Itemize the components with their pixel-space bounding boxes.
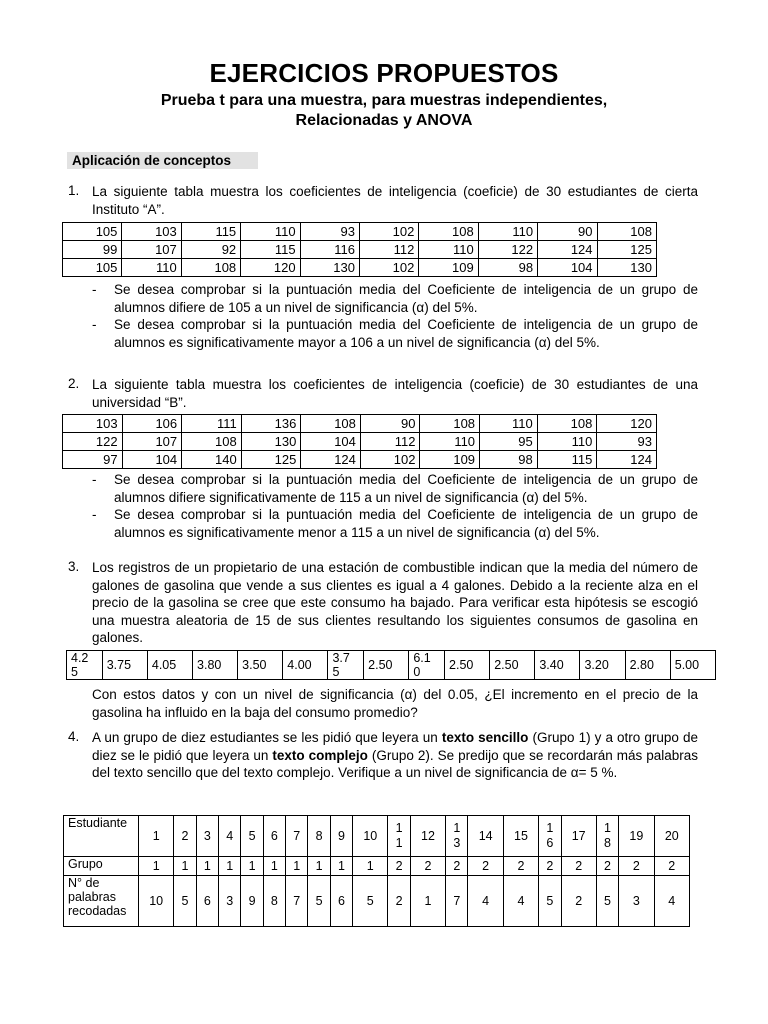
table-cell: 5	[174, 876, 196, 927]
table-row	[63, 241, 657, 259]
table-row	[63, 259, 657, 277]
table-cell: 4	[219, 816, 241, 857]
table-cell: 108	[181, 259, 240, 277]
exercise-3-table	[66, 650, 716, 680]
table-cell: 1 6	[539, 816, 561, 857]
cell-line: 5	[71, 665, 78, 679]
table-cell: 1	[353, 857, 388, 876]
cell-line: 2.50	[449, 658, 474, 672]
intro-text: (Grupo 2). Se predijo que se recordarán más palabras del texto sencillo que del texto complejo. Verifique a un nivel de significancia de α= 5 %.	[92, 747, 698, 780]
section-heading: Aplicación de conceptos	[67, 152, 258, 169]
table-cell: 108	[301, 415, 361, 433]
table-cell: 102	[360, 451, 420, 469]
table-cell: 5	[241, 816, 263, 857]
row-label: Estudiante	[64, 816, 139, 857]
table-cell: 1	[174, 857, 196, 876]
table-cell: 5	[308, 876, 330, 927]
cell-line: 3.75	[106, 658, 132, 672]
table-cell: 102	[359, 259, 418, 277]
table-row	[67, 651, 716, 680]
table-cell: 4	[468, 876, 503, 927]
table-cell: 110	[420, 433, 480, 451]
table-row	[64, 816, 690, 857]
table-cell: 6	[263, 816, 285, 857]
table-cell: 104	[301, 433, 361, 451]
table-cell: 107	[122, 241, 181, 259]
table-cell: 102	[359, 223, 418, 241]
table-cell	[147, 651, 192, 680]
table-cell: 2	[619, 857, 654, 876]
table-row	[63, 223, 657, 241]
table-cell: 106	[122, 415, 182, 433]
table-cell: 108	[537, 415, 597, 433]
table-cell: 108	[597, 223, 656, 241]
table-cell: 1	[308, 857, 330, 876]
bullet-dash: -	[92, 472, 97, 487]
exercise-4-number: 4.	[68, 729, 80, 744]
cell-line: 3.40	[539, 658, 564, 672]
table-cell: 140	[182, 451, 242, 469]
table-cell: 115	[241, 241, 300, 259]
table-cell: 2	[446, 857, 468, 876]
table-cell: 1 1	[388, 816, 410, 857]
intro-bold-text: texto sencillo	[441, 730, 529, 745]
table-cell	[102, 651, 147, 680]
exercise-3-question: Con estos datos y con un nivel de significancia (α) del 0.05, ¿El incremento en el precio de la gasolina ha influido en la baja del consumo promedio?	[92, 687, 698, 720]
table-cell: 1	[286, 857, 308, 876]
table-cell: 2	[410, 857, 445, 876]
table-cell	[535, 651, 580, 680]
table-row	[64, 876, 690, 927]
table-cell: 115	[537, 451, 597, 469]
bullet-dash: -	[92, 282, 97, 297]
table-cell: 14	[468, 816, 503, 857]
table-cell: 8	[308, 816, 330, 857]
table-cell: 125	[597, 241, 656, 259]
cell-line: 5.00	[674, 658, 700, 672]
document-subtitle-line2: Relacionadas y ANOVA	[295, 112, 473, 129]
table-cell: 98	[478, 259, 537, 277]
bullet-text: Se desea comprobar si la puntuación media del Coeficiente de inteligencia de un grupo de alumnos difiere significativamente de 115 a un nivel de significancia (α) del 5%.	[114, 472, 698, 505]
cell-line: 2.80	[629, 658, 654, 672]
table-cell: 110	[480, 415, 538, 433]
cell-line: 2.50	[494, 658, 519, 672]
table-cell	[364, 651, 409, 680]
table-cell: 12	[410, 816, 445, 857]
table-cell: 7	[286, 876, 308, 927]
table-cell: 1	[410, 876, 445, 927]
table-cell: 136	[241, 415, 301, 433]
table-cell: 112	[359, 241, 418, 259]
table-cell: 1	[241, 857, 263, 876]
table-cell	[670, 651, 715, 680]
exercise-1-table	[62, 222, 657, 277]
table-cell	[445, 651, 490, 680]
table-cell: 120	[241, 259, 300, 277]
cell-line: 4.2	[71, 651, 89, 665]
table-cell: 2	[596, 857, 618, 876]
table-cell: 1 8	[596, 816, 618, 857]
table-cell: 93	[300, 223, 359, 241]
table-cell: 90	[538, 223, 597, 241]
exercise-2-table	[62, 414, 657, 469]
cell-line: 3.80	[197, 658, 222, 672]
table-cell: 7	[286, 816, 308, 857]
table-cell: 1	[263, 857, 285, 876]
bullet-dash: -	[92, 507, 97, 522]
table-cell: 5	[596, 876, 618, 927]
table-cell	[625, 651, 670, 680]
exercise-1-bullet	[92, 316, 698, 351]
exercise-1-intro: La siguiente tabla muestra los coeficientes de inteligencia (coeficie) de 30 estudiantes de cierta Instituto “A”.	[92, 184, 698, 217]
cell-line: 2.50	[368, 658, 393, 672]
cell-line: 4.00	[287, 658, 312, 672]
intro-bold-text: texto complejo	[272, 747, 368, 763]
table-cell: 2	[654, 857, 689, 876]
table-cell: 93	[597, 433, 657, 451]
table-row	[63, 415, 657, 433]
intro-text: A un grupo de diez estudiantes se les pidió que leyera un	[92, 730, 442, 745]
exercise-2-intro: La siguiente tabla muestra los coeficientes de inteligencia (coeficie) de 30 estudiantes de una universidad “B”.	[92, 377, 698, 410]
table-cell: 8	[263, 876, 285, 927]
table-cell: 124	[597, 451, 657, 469]
table-cell: 4	[654, 876, 689, 927]
table-cell: 130	[300, 259, 359, 277]
table-cell	[193, 651, 238, 680]
table-cell: 5	[539, 876, 561, 927]
table-cell: 97	[63, 451, 123, 469]
cell-line: 3.20	[584, 658, 609, 672]
cell-line: 4.05	[151, 658, 177, 672]
table-cell: 98	[480, 451, 538, 469]
table-cell: 10	[353, 816, 388, 857]
table-cell: 1	[219, 857, 241, 876]
table-cell: 1	[139, 857, 174, 876]
table-cell: 124	[301, 451, 361, 469]
table-cell: 109	[420, 451, 480, 469]
table-cell: 3	[619, 876, 654, 927]
exercise-1-bullet	[92, 281, 698, 316]
table-cell	[238, 651, 283, 680]
table-cell: 1	[139, 816, 174, 857]
table-cell: 108	[420, 415, 480, 433]
exercise-2-bullet	[92, 471, 698, 506]
bullet-dash: -	[92, 317, 97, 332]
table-cell: 95	[480, 433, 538, 451]
table-cell: 4	[503, 876, 538, 927]
table-cell: 125	[241, 451, 301, 469]
table-cell: 2	[388, 857, 410, 876]
table-cell: 104	[538, 259, 597, 277]
table-cell: 9	[330, 816, 352, 857]
exercise-4-intro	[92, 729, 698, 782]
table-cell	[490, 651, 535, 680]
table-cell: 110	[537, 433, 597, 451]
table-row	[64, 857, 690, 876]
bullet-text: Se desea comprobar si la puntuación media del Coeficiente de inteligencia de un grupo de alumnos es significativamente menor a 115 a un nivel de significancia (α) del 5%.	[114, 507, 698, 540]
table-cell: 120	[597, 415, 657, 433]
table-cell: 103	[63, 415, 123, 433]
table-cell: 2	[468, 857, 503, 876]
exercise-3-intro: Los registros de un propietario de una estación de combustible indican que la media del número de galones de gasolina que vende a sus clientes es igual a 4 galones. Debido a la reciente alza en el precio de la gasolina se cree que este consumo ha bajado. Para verificar esta hipótesis se escogió una muestra aleatoria de 15 de sus clientes resultando los siguientes consumos de gasolina en galones.	[92, 560, 698, 645]
table-cell: 108	[182, 433, 242, 451]
table-cell: 111	[182, 415, 242, 433]
table-cell: 110	[122, 259, 181, 277]
table-cell: 122	[63, 433, 123, 451]
table-cell: 2	[503, 857, 538, 876]
table-cell: 1 3	[446, 816, 468, 857]
exercise-1-number: 1.	[68, 183, 80, 198]
table-cell: 19	[619, 816, 654, 857]
intro-text: (Grupo 1) y a otro grupo de diez se le pidió que leyera un	[92, 730, 698, 763]
table-cell: 107	[122, 433, 182, 451]
document-subtitle-line1: Prueba t para una muestra, para muestras independientes,	[160, 92, 608, 109]
table-cell: 9	[241, 876, 263, 927]
table-cell: 10	[139, 876, 174, 927]
table-cell: 104	[122, 451, 182, 469]
table-cell: 105	[63, 259, 122, 277]
table-cell: 17	[561, 816, 596, 857]
table-cell: 130	[241, 433, 301, 451]
table-cell	[67, 651, 103, 680]
table-cell	[283, 651, 328, 680]
cell-line: 3.7	[332, 651, 350, 665]
table-cell: 2	[174, 816, 196, 857]
table-cell: 2	[388, 876, 410, 927]
table-row	[63, 433, 657, 451]
table-cell: 122	[478, 241, 537, 259]
table-cell: 110	[241, 223, 300, 241]
document-title: EJERCICIOS PROPUESTOS	[209, 58, 559, 88]
cell-line: 0	[413, 665, 421, 679]
table-cell: 2	[561, 876, 596, 927]
cell-line: 6.1	[413, 651, 431, 665]
row-label: Grupo	[64, 857, 139, 876]
table-cell: 1	[196, 857, 218, 876]
table-cell: 2	[561, 857, 596, 876]
table-cell: 108	[419, 223, 478, 241]
exercise-2-number: 2.	[68, 376, 80, 391]
table-cell: 6	[196, 876, 218, 927]
table-cell: 92	[181, 241, 240, 259]
table-cell: 90	[360, 415, 420, 433]
bullet-text: Se desea comprobar si la puntuación media del Coeficiente de inteligencia de un grupo de alumnos es significativamente mayor a 106 a un nivel de significancia (α) del 5%.	[114, 317, 698, 350]
table-cell: 7	[446, 876, 468, 927]
table-cell: 1	[330, 857, 352, 876]
table-cell: 15	[503, 816, 538, 857]
table-cell: 103	[122, 223, 181, 241]
table-cell: 6	[330, 876, 352, 927]
exercise-4-table	[63, 815, 690, 927]
table-cell: 115	[181, 223, 240, 241]
table-cell	[409, 651, 445, 680]
table-cell: 124	[538, 241, 597, 259]
table-cell: 3	[196, 816, 218, 857]
table-cell: 2	[539, 857, 561, 876]
cell-line: 5	[332, 665, 340, 679]
table-cell: 112	[360, 433, 420, 451]
cell-line: 3.50	[242, 658, 267, 672]
table-cell: 116	[300, 241, 359, 259]
table-cell: 110	[478, 223, 537, 241]
table-cell: 5	[353, 876, 388, 927]
table-cell	[580, 651, 625, 680]
table-cell: 20	[654, 816, 689, 857]
exercise-3-number: 3.	[68, 559, 80, 574]
table-cell: 130	[597, 259, 656, 277]
table-row	[63, 451, 657, 469]
table-cell: 99	[63, 241, 122, 259]
table-cell: 3	[219, 876, 241, 927]
bullet-text: Se desea comprobar si la puntuación media del Coeficiente de inteligencia de un grupo de alumnos difiere de 105 a un nivel de significancia (α) del 5%.	[114, 282, 698, 315]
table-cell	[328, 651, 364, 680]
table-cell: 105	[63, 223, 122, 241]
table-cell: 109	[419, 259, 478, 277]
table-cell: 110	[419, 241, 478, 259]
row-label: N° de palabras recodadas	[64, 876, 139, 927]
exercise-2-bullet	[92, 506, 698, 541]
